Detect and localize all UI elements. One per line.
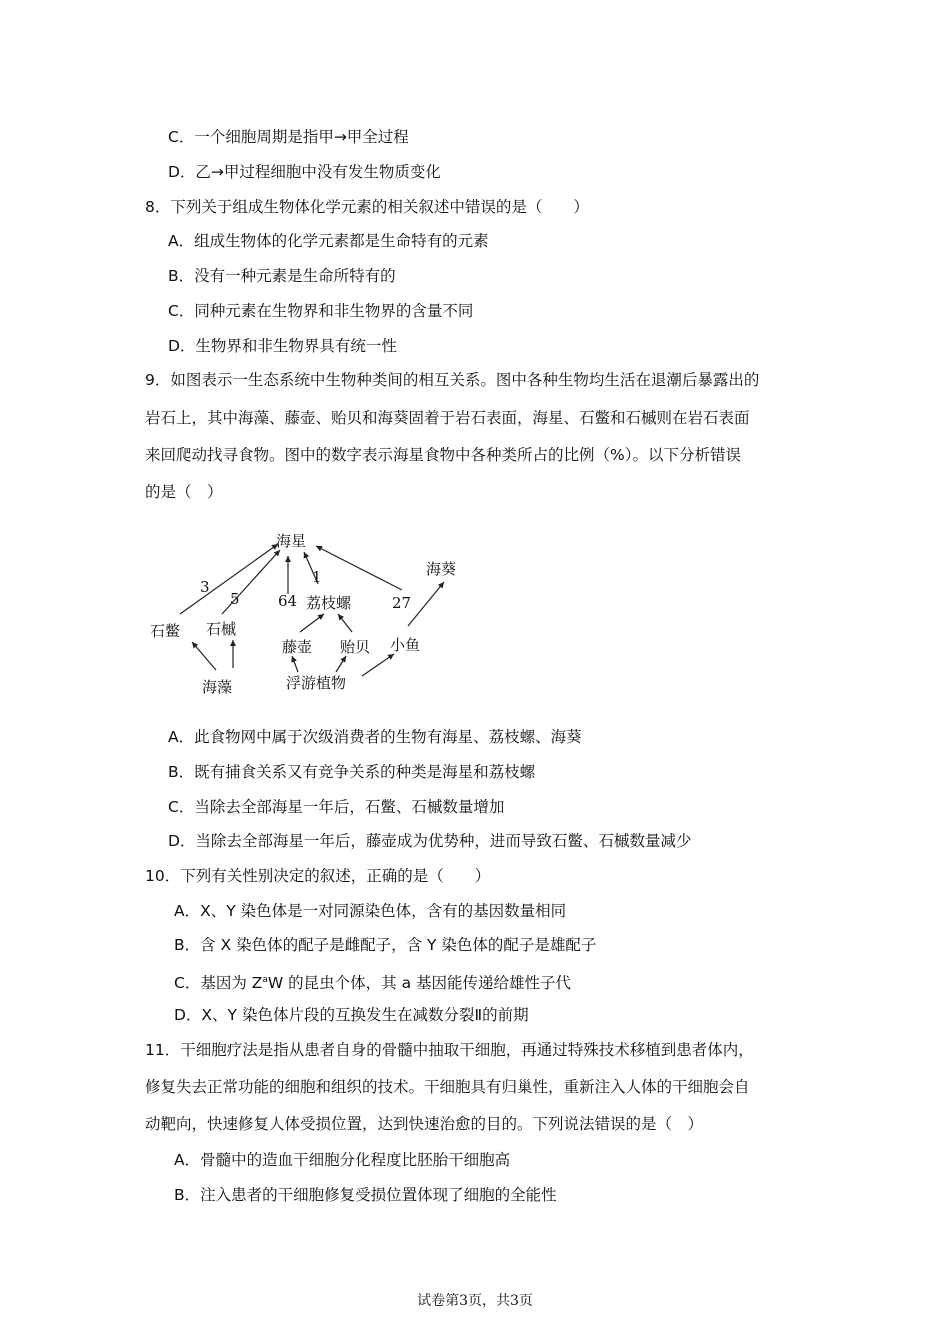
q8-option-a: A．组成生物体的化学元素都是生命特有的元素 [168,232,489,250]
q9-stem-line-4: 的是（ ） [145,483,223,501]
q9-stem-line-2: 岩石上，其中海藻、藤壶、贻贝和海葵固着于岩石表面，海星、石鳖和石槭则在岩石表面 [145,409,750,427]
q10-option-c-post: W 的昆虫个体，其 a 基因能传递给雄性子代 [267,974,571,993]
label-1: 1 [312,568,322,586]
q11-option-b: B．注入患者的干细胞修复受损位置体现了细胞的全能性 [174,1186,557,1204]
q9-stem-line-3: 来回爬动找寻食物。图中的数字表示海星食物中各种类所占的比例（%）。以下分析错误 [145,446,741,464]
q10-option-c [174,970,571,993]
label-5: 5 [230,590,240,608]
food-web-diagram [140,522,480,702]
label-64: 64 [278,592,298,610]
q10-option-a: A．X、Y 染色体是一对同源染色体，含有的基因数量相同 [174,902,567,920]
arrow-xiaoyu-to-haikui [408,582,444,626]
page-footer: 试卷第3页，共3页 [417,1293,533,1309]
q11-stem-line-1: 11．干细胞疗法是指从患者自身的骨髓中抽取干细胞，再通过特殊技术移植到患者体内， [145,1041,754,1059]
node-yibei: 贻贝 [340,638,371,656]
arrow-yibei-to-haixing [316,546,402,590]
node-haikui: 海葵 [426,560,457,578]
q8-option-b: B．没有一种元素是生命所特有的 [168,267,396,285]
arrow-fuyou-to-xiaoyu [362,654,394,676]
q11-stem-line-3: 动靶向，快速修复人体受损位置，达到快速治愈的目的。下列说法错误的是（ ） [145,1115,704,1133]
arrow-tenghu-to-lizhiluo [300,614,324,632]
q9-stem-line-1: 9．如图表示一生态系统中生物种类间的相互关系。图中各种生物均生活在退潮后暴露出的 [145,371,760,389]
q9-option-b: B．既有捕食关系又有竞争关系的种类是海星和荔枝螺 [168,763,536,781]
q8-option-d: D．生物界和非生物界具有统一性 [168,337,397,355]
arrow-fuyou-to-tenghu [292,656,298,672]
q9-option-c: C．当除去全部海星一年后，石鳖、石槭数量增加 [168,798,505,816]
node-lizhiluo: 荔枝螺 [306,594,352,612]
q8-option-c: C．同种元素在生物界和非生物界的含量不同 [168,302,474,320]
q9-option-a: A．此食物网中属于次级消费者的生物有海星、荔枝螺、海葵 [168,728,582,746]
node-xiaoyu: 小鱼 [390,636,421,654]
q10-option-d: D．X、Y 染色体片段的互换发生在减数分裂Ⅱ的前期 [174,1006,529,1024]
q10-option-b: B．含 X 染色体的配子是雌配子，含 Y 染色体的配子是雄配子 [174,936,597,954]
arrow-yibei-to-lizhiluo [338,614,352,632]
arrow-fuyou-to-yibei [336,656,346,672]
q10-stem: 10．下列有关性别决定的叙述，正确的是（ ） [145,867,491,885]
q9-option-d: D．当除去全部海星一年后，藤壶成为优势种，进而导致石鳖、石槭数量减少 [168,832,692,850]
node-tenghu: 藤壶 [282,638,313,656]
q11-option-a: A．骨髓中的造血干细胞分化程度比胚胎干细胞高 [174,1151,511,1169]
label-27: 27 [392,594,412,612]
arrow-shibie-to-haixing [180,544,278,614]
arrow-haizao-to-shibie [192,642,216,670]
node-haizao: 海藻 [202,678,233,696]
node-shiqi: 石槭 [206,620,237,638]
node-shibie: 石鳖 [150,622,181,640]
q7-option-d: D．乙→甲过程细胞中没有发生物质变化 [168,163,441,181]
q10-option-c-sup: a [262,975,268,985]
label-3: 3 [200,578,210,596]
q10-option-c-pre: C．基因为 Z [174,974,263,993]
q8-stem: 8．下列关于组成生物体化学元素的相关叙述中错误的是（ ） [145,198,589,216]
node-fuyou: 浮游植物 [286,674,347,692]
q7-option-c: C．一个细胞周期是指甲→甲全过程 [168,128,409,146]
node-haixing: 海星 [276,532,307,550]
q11-stem-line-2: 修复失去正常功能的细胞和组织的技术。干细胞具有归巢性，重新注入人体的干细胞会自 [145,1078,750,1096]
